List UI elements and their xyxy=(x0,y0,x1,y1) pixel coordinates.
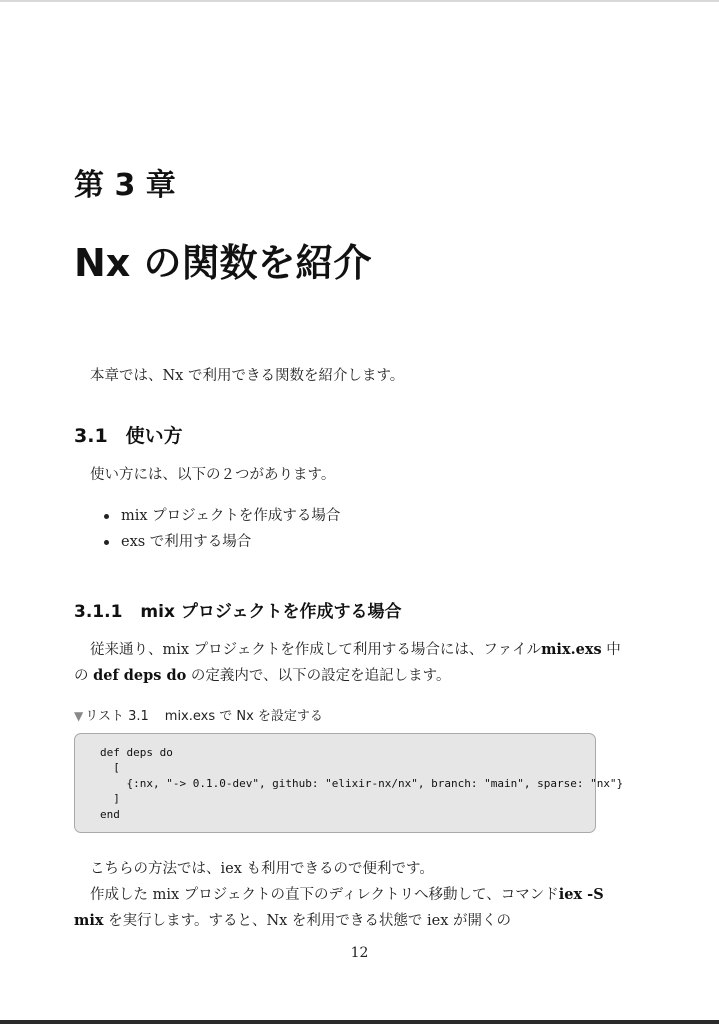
chapter-label: 第 3 章 xyxy=(74,168,176,203)
subsection-number: 3.1.1 xyxy=(74,602,123,622)
listing-title: mix.exs で Nx を設定する xyxy=(164,709,323,724)
section-number: 3.1 xyxy=(74,425,108,447)
code-term-bold: def deps do xyxy=(93,667,187,684)
body-paragraph: こちらの方法では、iex も利用できるので便利です。 xyxy=(90,861,434,877)
section-intro-paragraph: 使い方には、以下の２つがあります。 xyxy=(90,467,336,483)
subsection-title: mix プロジェクトを作成する場合 xyxy=(140,602,402,622)
code-line: end xyxy=(100,807,120,821)
usage-list xyxy=(104,503,340,555)
code-line: {:nx, "-> 0.1.0-dev", github: "elixir-nx/nx", branch: "main", sparse: "nx"} xyxy=(100,776,624,790)
list-item: mix プロジェクトを作成する場合 xyxy=(104,503,340,529)
code-line: [ xyxy=(100,761,120,775)
chapter-intro-paragraph: 本章では、Nx で利用できる関数を紹介します。 xyxy=(90,368,405,384)
subsection-paragraph xyxy=(74,637,634,689)
paragraph-text: 中の xyxy=(74,642,621,684)
list-item: exs で利用する場合 xyxy=(104,529,340,555)
body-paragraph xyxy=(74,882,634,934)
section-heading xyxy=(74,421,183,448)
listing-caption xyxy=(74,705,323,724)
subsection-heading xyxy=(74,597,402,622)
page-bottom-bar xyxy=(0,1020,719,1024)
paragraph-text: を実行します。すると、Nx を利用できる状態で iex が開くの xyxy=(103,913,512,929)
page-number: 12 xyxy=(350,945,369,961)
code-listing xyxy=(100,745,623,822)
code-line: def deps do xyxy=(100,746,173,759)
command-bold: iex -S mix xyxy=(74,886,604,929)
caption-triangle-icon: ▼ xyxy=(74,709,84,723)
code-line: ] xyxy=(100,792,120,806)
listing-number: リスト 3.1 xyxy=(85,709,149,724)
paragraph-text: 従来通り、mix プロジェクトを作成して利用する場合には、ファイル xyxy=(90,642,542,658)
page-top-rule xyxy=(0,0,719,2)
section-title: 使い方 xyxy=(125,425,183,447)
filename-bold: mix.exs xyxy=(541,641,602,658)
paragraph-text: の定義内で、以下の設定を追記します。 xyxy=(186,668,451,684)
paragraph-text: 作成した mix プロジェクトの直下のディレクトリへ移動して、コマンド xyxy=(90,887,559,903)
chapter-title: Nx の関数を紹介 xyxy=(74,241,372,285)
